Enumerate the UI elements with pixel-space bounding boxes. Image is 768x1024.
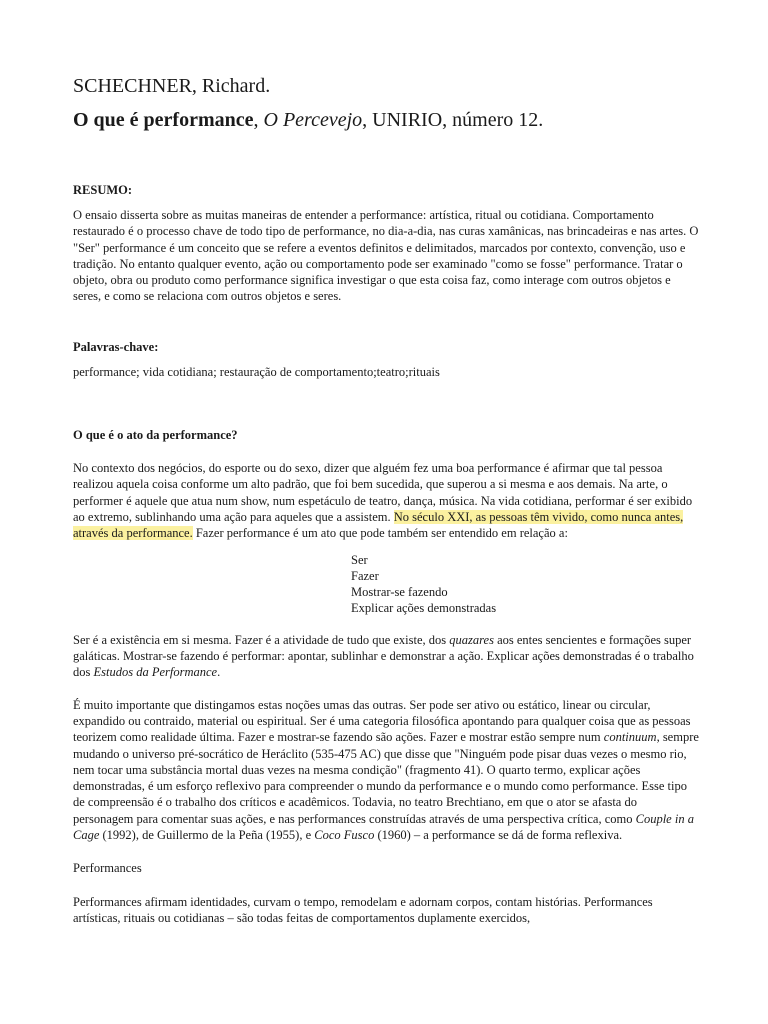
citation-details: , UNIRIO, número 12. — [362, 109, 544, 131]
citation-author: SCHECHNER, Richard. — [73, 75, 271, 97]
article-title: O que é performance — [73, 109, 254, 131]
paragraph-5: Performances afirmam identidades, curvam o tempo, remodelam e adornam corpos, contam histórias. Performances artísticas, rituais ou cotidianas – são todas feitas de comportamentos duplamente exercidos, — [73, 894, 653, 925]
list-item: Explicar ações demonstradas — [351, 601, 497, 616]
list-item: Ser — [351, 552, 368, 567]
journal-name: O Percevejo — [263, 109, 363, 131]
highlighted-text[interactable]: No século XXI, as pessoas têm vivido, como nunca antes, através da performance. — [73, 509, 684, 541]
keywords-heading: Palavras-chave: — [73, 339, 159, 354]
citation-title: O que é performance, O Percevejo, UNIRIO, número 12. — [73, 109, 544, 131]
subsection-label: Performances — [73, 861, 142, 876]
paragraph-1: No contexto dos negócios, do esporte ou do sexo, dizer que alguém fez uma boa performance é afirmar que tal pessoa realizou aquela coisa conforme um alto padrão, que foi bem sucedida, que superou a si mesma e aos demais. Na arte, o performer é aquele que atua num show, num espetáculo de teatro, dança, música. Na vida cotidiana, performar é ser exibido ao extremo, sublinhando uma ação para aqueles que a assistem. No século XXI, as pessoas têm vivido, como nunca antes, através da performance. Fazer performance é um ato que pode também ser entendido em relação a: — [73, 461, 693, 541]
abstract-heading: RESUMO: — [73, 183, 133, 197]
keywords-text: performance; vida cotidiana; restauração de comportamento;teatro;rituais — [73, 364, 440, 379]
list-item: Mostrar-se fazendo — [351, 585, 448, 600]
paragraph-2: Ser é a existência em si mesma. Fazer é a atividade de tudo que existe, dos quazares aos entes sencientes e formações super galáticas. Mostrar-se fazendo é performar: apontar, sublinhar e demonstrar a ação. Explicar ações demonstradas é o trabalho dos Estudos da Performance. — [73, 632, 694, 680]
list-item: Fazer — [351, 568, 379, 583]
paragraph-3: É muito importante que distingamos estas noções umas das outras. Ser pode ser ativo ou estático, linear ou circular, expandido ou contraido, material ou espiritual. Ser é uma categoria filosófica apontando para qualquer coisa que as pessoas teorizem como realidade última. Fazer e mostrar-se fazendo são ações. Fazer e mostrar estão sempre num continuum, sempre mudando o universo pré-socrático de Heráclito (535-475 AC) que disse que "Ninguém pode pisar duas vezes o mesmo rio, nem tocar uma substância mortal duas vezes na mesma condição" (fragmento 41). O quarto termo, explicar ações demonstradas, é um esforço reflexivo para compreender o mundo da performance e o mundo como performance. Esse tipo de compreensão é o trabalho dos críticos e acadêmicos. Todavia, no teatro Brechtiano, em que o ator se afasta do personagem para comentar suas ações, e nas performances construídas através de uma perspectiva crítica, como Couple in a Cage (1992), de Guillermo de la Peña (1955), e Coco Fusco (1960) – a performance se dá de forma reflexiva. — [73, 697, 699, 843]
abstract-text: O ensaio disserta sobre as muitas maneiras de entender a performance: artística, ritual ou cotidiana. Comportamento restaurado é o processo chave de todo tipo de performance, no dia-a-dia, nas curas xamânicas, nas brincadeiras e nas artes. O "Ser" performance é um conceito que se refere a eventos definitos e delimitados, marcados por contexto, convenção, uso e tradição. No entanto qualquer evento, ação ou comportamento pode ser examinado "como se fosse" performance. Tratar o objeto, obra ou produto como performance significa investigar o que esta coisa faz, como interage com outros objetos e seres, e como se relaciona com outros objetos e seres. — [73, 208, 699, 304]
concept-list — [351, 552, 699, 617]
document-page — [73, 72, 699, 926]
section-heading: O que é o ato da performance? — [73, 428, 238, 443]
